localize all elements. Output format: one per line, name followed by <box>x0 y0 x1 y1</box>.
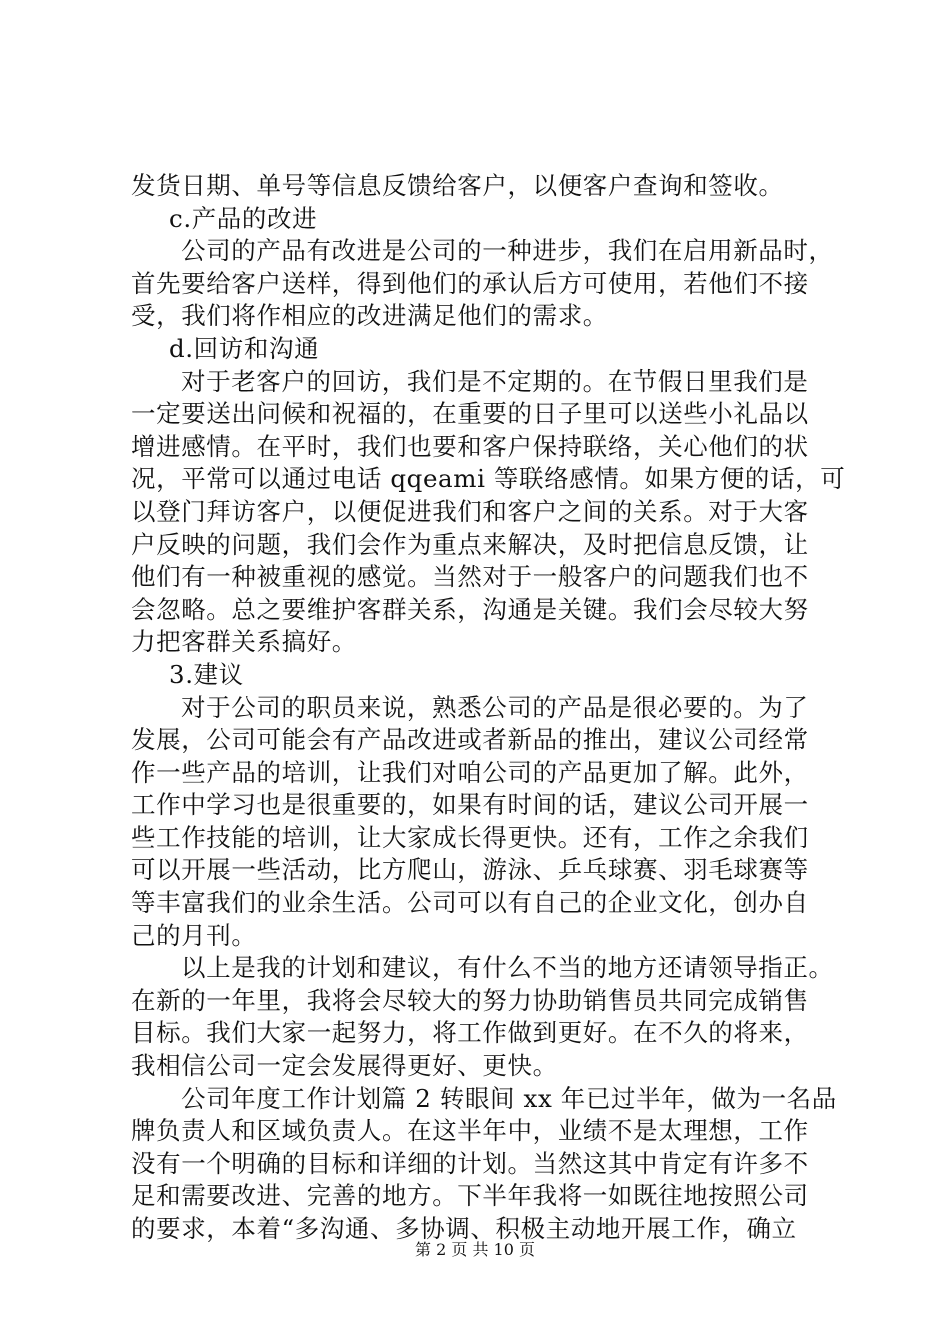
text-line: 他们有一种被重视的感觉。当然对于一般客户的问题我们也不 <box>131 562 809 592</box>
section-heading: d.回访和沟通 <box>169 333 320 363</box>
text-line: 目标。我们大家一起努力，将工作做到更好。在不久的将来， <box>131 1018 809 1048</box>
text-line: 发货日期、单号等信息反馈给客户，以便客户查询和签收。 <box>131 171 784 200</box>
section-heading: c.产品的改进 <box>169 203 318 233</box>
text-line: 等丰富我们的业余生活。公司可以有自己的企业文化，创办自 <box>131 888 809 918</box>
text-line: 我相信公司一定会发展得更好、更快。 <box>131 1051 558 1081</box>
text-line: 发展，公司可能会有产品改进或者新品的推出，建议公司经常 <box>131 725 809 755</box>
text-line: 些工作技能的培训，让大家成长得更快。还有，工作之余我们 <box>131 822 809 852</box>
text-line: 增进感情。在平时，我们也要和客户保持联络，关心他们的状 <box>131 431 809 461</box>
text-line: 对于公司的职员来说，熟悉公司的产品是很必要的。为了 <box>181 692 809 722</box>
text-line: 己的月刊。 <box>131 920 257 950</box>
text-line: 受，我们将作相应的改进满足他们的需求。 <box>131 301 608 331</box>
text-line: 首先要给客户送样，得到他们的承认后方可使用，若他们不接 <box>131 268 809 298</box>
text-line: 没有一个明确的目标和详细的计划。当然这其中肯定有许多不 <box>131 1148 809 1178</box>
text-line: 对于老客户的回访，我们是不定期的。在节假日里我们是 <box>181 366 809 396</box>
text-line: 公司的产品有改进是公司的一种进步，我们在启用新品时， <box>181 236 834 266</box>
section-heading: 3.建议 <box>169 659 244 689</box>
text-line: 一定要送出问候和祝福的，在重要的日子里可以送些小礼品以 <box>131 399 809 429</box>
text-line: 以登门拜访客户，以便促进我们和客户之间的关系。对于大客 <box>131 496 809 526</box>
page-footer: 第 2 页 共 10 页 <box>415 1240 535 1259</box>
text-line: 的要求，本着“多沟通、多协调、积极主动地开展工作，确立 <box>131 1214 797 1243</box>
text-line: 以上是我的计划和建议，有什么不当的地方还请领导指正。 <box>181 953 834 983</box>
text-line: 况，平常可以通过电话 qqeami 等联络感情。如果方便的话，可 <box>131 464 846 494</box>
text-line: 户反映的问题，我们会作为重点来解决，及时把信息反馈，让 <box>131 529 809 559</box>
text-line: 力把客群关系搞好。 <box>131 627 357 657</box>
text-line: 公司年度工作计划篇 2 转眼间 xx 年已过半年，做为一名品 <box>181 1083 837 1113</box>
document-body <box>131 170 846 1246</box>
text-line: 足和需要改进、完善的地方。下半年我将一如既往地按照公司 <box>131 1181 809 1211</box>
text-line: 可以开展一些活动，比方爬山，游泳、乒乓球赛、羽毛球赛等 <box>131 855 809 885</box>
text-line: 会忽略。总之要维护客群关系，沟通是关键。我们会尽较大努 <box>131 594 809 624</box>
text-line: 在新的一年里，我将会尽较大的努力协助销售员共同完成销售 <box>131 985 809 1015</box>
text-line: 作一些产品的培训，让我们对咱公司的产品更加了解。此外， <box>131 757 809 787</box>
text-line: 牌负责人和区域负责人。在这半年中，业绩不是太理想，工作 <box>131 1116 809 1146</box>
text-line: 工作中学习也是很重要的，如果有时间的话，建议公司开展一 <box>131 790 809 820</box>
